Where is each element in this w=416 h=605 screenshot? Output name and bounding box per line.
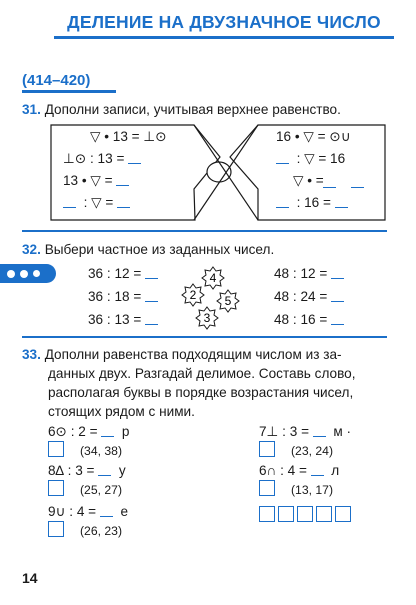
- word-box[interactable]: [316, 506, 332, 522]
- answer-box[interactable]: [48, 521, 64, 537]
- t31-left-eq-4: : ▽ =: [63, 195, 130, 211]
- blank[interactable]: [311, 464, 324, 476]
- task-32-text: Выбери частное из заданных чисел.: [44, 242, 275, 257]
- number-pair: (25, 27): [80, 483, 123, 497]
- t31-right-eq-1: 16 • ▽ = ⊙∪: [276, 129, 351, 144]
- answer-box[interactable]: [259, 441, 275, 457]
- word-box[interactable]: [335, 506, 351, 522]
- task-31-number: 31.: [22, 102, 41, 117]
- star-2: [182, 284, 204, 306]
- blank[interactable]: [98, 464, 111, 476]
- answer-box[interactable]: [48, 441, 64, 457]
- task-33-number: 33.: [22, 347, 41, 362]
- number-pair: (26, 23): [80, 524, 123, 538]
- answer-box[interactable]: [259, 480, 275, 496]
- svg-text:3: 3: [203, 311, 211, 325]
- word-box[interactable]: [278, 506, 294, 522]
- t32-right-eq-3: 48 : 16 =: [274, 312, 344, 327]
- t31-right-eq-3: ▽ • =: [293, 173, 324, 188]
- task-32-number: 32.: [22, 242, 41, 257]
- star-5: [217, 290, 239, 312]
- t31-right-eq-4: : 16 =: [276, 195, 348, 210]
- blank[interactable]: [100, 505, 113, 517]
- number-pair: (23, 24): [291, 444, 334, 458]
- t32-right-eq-1: 48 : 12 =: [274, 266, 344, 281]
- t33-item-2: 8∆ : 3 = у: [48, 463, 126, 478]
- word-box[interactable]: [259, 506, 275, 522]
- page-number: 14: [22, 570, 38, 586]
- t32-left-eq-3: 36 : 13 =: [88, 312, 158, 327]
- word-box[interactable]: [297, 506, 313, 522]
- t32-right-eq-2: 48 : 24 =: [274, 289, 344, 304]
- t32-left-eq-1: 36 : 12 =: [88, 266, 158, 281]
- divider-32-33: [22, 336, 387, 338]
- svg-text:4: 4: [209, 271, 217, 285]
- svg-text:2: 2: [189, 288, 197, 302]
- page-range: (414–420): [22, 72, 91, 89]
- page-title: ДЕЛЕНИЕ НА ДВУЗНАЧНОЕ ЧИСЛО: [67, 12, 381, 32]
- t32-left-eq-2: 36 : 18 =: [88, 289, 158, 304]
- t33-item-1: 6⊙ : 2 = р: [48, 424, 130, 439]
- t31-left-eq-2: ⊥⊙ : 13 =: [63, 151, 141, 167]
- number-pair: (34, 38): [80, 444, 123, 458]
- answer-box[interactable]: [48, 480, 64, 496]
- t33-item-5: 6∩ : 4 = л: [259, 463, 340, 478]
- t31-right-eq-2: : ▽ = 16: [276, 151, 345, 167]
- svg-text:5: 5: [224, 294, 232, 308]
- task-31-text: Дополни записи, учитывая верхнее равенство.: [44, 102, 341, 117]
- word-boxes: [259, 506, 351, 522]
- t33-item-4: 7⊥ : 3 = м ·: [259, 424, 352, 439]
- blank[interactable]: [313, 425, 326, 437]
- task-33-text: 33. Дополни равенства подходящим числом из за- данных двух. Разгадай делимое. Составь слово, располагая буквы в порядке возрастания чисел, стоящих рядом с ними.: [22, 347, 356, 419]
- number-pair: (13, 17): [291, 483, 334, 497]
- t31-left-eq-1: ▽ • 13 = ⊥⊙: [90, 129, 167, 144]
- blank[interactable]: [101, 425, 114, 437]
- t31-left-eq-3: 13 • ▽ =: [63, 173, 129, 189]
- t33-item-3: 9∪ : 4 = е: [48, 504, 129, 519]
- star-3: [196, 307, 218, 329]
- star-4: [202, 267, 224, 289]
